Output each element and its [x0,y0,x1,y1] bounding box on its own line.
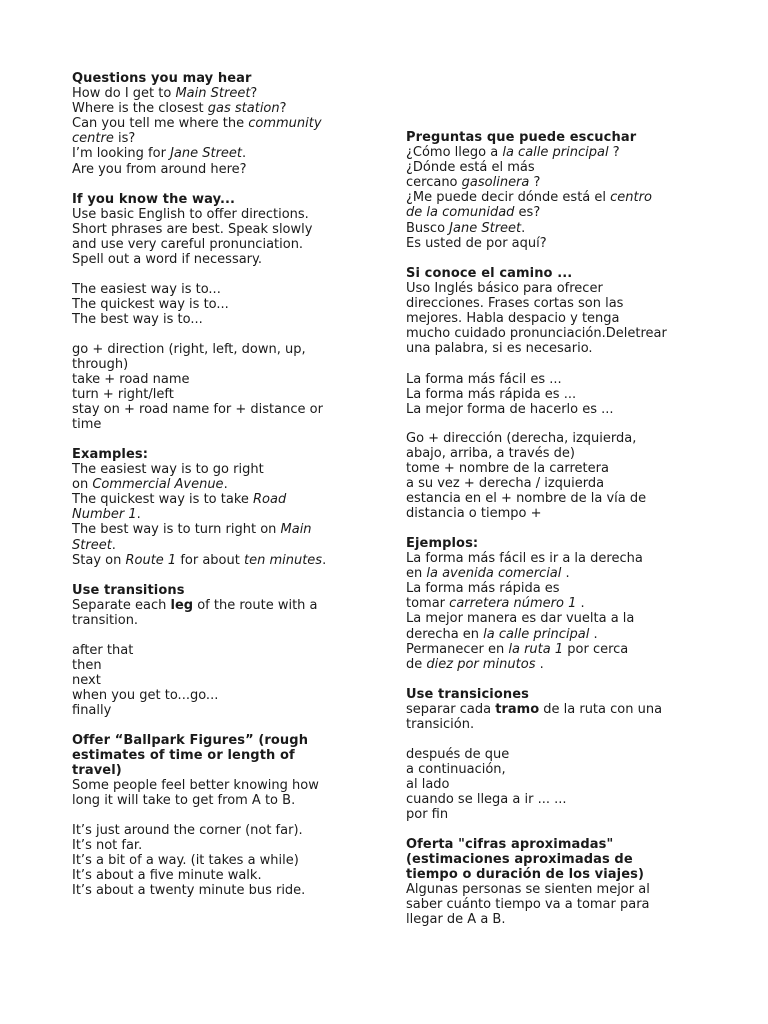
es-question-line: ¿Dónde está el más [406,160,535,176]
es-example-line: de diez por minutos . [406,656,544,672]
en-transition-words-section [72,643,372,718]
es-text-line: Uso Inglés básico para ofrecer [406,281,603,297]
en-ballpark-heading: estimates of time or length of [72,748,295,764]
en-ballpark-heading: Offer “Ballpark Figures” (rough [72,733,309,748]
en-question-line: I’m looking for Jane Street. [72,146,247,162]
en-questions-section [72,71,372,177]
es-text-line: estancia en el + nombre de la vía de [406,491,647,507]
es-transition-word: por fin [406,807,449,823]
es-ballpark-heading: Oferta "cifras aproximadas" [406,837,614,852]
es-transitions-heading: Use transiciones [406,687,529,702]
es-example-line: derecha en la calle principal . [406,626,598,642]
es-text-line: mejores. Habla despacio y tenga [406,311,620,327]
es-transition-word: a continuación, [406,762,506,778]
es-text-line: a su vez + derecha / izquierda [406,476,605,492]
es-example-line: tomar carretera número 1 . [406,596,585,612]
en-text-line: It’s a bit of a way. (it takes a while) [72,853,299,869]
en-text-line: long it will take to get from A to B. [72,793,296,809]
es-transition-word: cuando se llega a ir ... ... [406,792,567,808]
es-text-line: Go + dirección (derecha, izquierda, [406,431,637,446]
en-text-line: transition. [72,613,139,629]
es-question-line: cercano gasolinera ? [406,175,541,191]
en-transitions-section [72,583,372,628]
en-text-line: It’s not far. [72,838,143,854]
en-questions-heading: Questions you may hear [72,71,252,86]
en-text-line: The quickest way is to... [72,297,229,313]
es-text-line: La forma más rápida es ... [406,387,577,403]
en-ways-section [72,282,372,327]
en-transition-word: when you get to...go... [72,688,219,704]
en-text-line: and use very careful pronunciation. [72,237,304,253]
en-question-line: Where is the closest gas station? [72,101,287,117]
en-text-line: It’s about a twenty minute bus ride. [72,883,306,899]
es-questions-heading: Preguntas que puede escuchar [406,130,637,145]
en-question-line: How do I get to Main Street? [72,86,258,102]
es-example-line: en la avenida comercial . [406,566,570,582]
en-transition-word: finally [72,703,112,719]
es-question-line: ¿Me puede decir dónde está el centro [406,190,652,206]
es-transition-words-section [406,747,706,822]
es-examples-heading: Ejemplos: [406,536,479,551]
en-examples-section [72,447,372,568]
en-text-line: stay on + road name for + distance or [72,402,323,418]
es-text-line: mucho cuidado pronunciación.Deletrear [406,326,667,342]
es-text-line: Algunas personas se sienten mejor al [406,882,650,898]
en-transition-word: next [72,673,101,689]
es-text-line: La mejor forma de hacerlo es ... [406,402,614,418]
es-text-line: transición. [406,717,475,733]
es-text-line: saber cuánto tiempo va a tomar para [406,897,650,913]
es-ballpark-heading: tiempo o duración de los viajes) [406,867,645,883]
en-know-way-section [72,192,372,267]
en-text-line: It’s about a five minute walk. [72,868,262,884]
en-question-line: Can you tell me where the community [72,116,322,132]
en-ballpark-heading: travel) [72,763,122,779]
es-know-way-section [406,266,706,357]
en-text-line: Use basic English to offer directions. [72,207,309,223]
en-text-line: Short phrases are best. Speak slowly [72,222,313,238]
es-example-line: La mejor manera es dar vuelta a la [406,611,635,627]
en-text-line: The easiest way is to... [72,282,221,297]
en-text-line: through) [72,357,129,373]
es-text-line: direcciones. Frases cortas son las [406,296,624,312]
en-text-line: It’s just around the corner (not far). [72,823,303,838]
en-example-line: Stay on Route 1 for about ten minutes. [72,552,327,568]
es-questions-section [406,130,706,251]
en-text-line: Separate each leg of the route with a [72,598,318,614]
en-question-line: Are you from around here? [72,161,247,177]
es-text-line: abajo, arriba, a través de) [406,446,575,462]
en-example-line: The best way is to turn right on Main [72,522,312,538]
es-example-line: Permanecer en la ruta 1 por cerca [406,641,629,657]
es-know-way-heading: Si conoce el camino ... [406,266,573,281]
en-example-line: Number 1. [72,507,141,523]
en-patterns-section [72,342,372,433]
en-transitions-heading: Use transitions [72,583,185,598]
en-question-line: centre is? [72,131,136,147]
en-transition-word: then [72,658,102,674]
es-question-line: ¿Cómo llego a la calle principal ? [406,145,620,161]
en-text-line: The best way is to... [72,312,203,328]
en-distances-section [72,823,372,898]
es-ballpark-section [406,837,706,928]
es-text-line: llegar de A a B. [406,912,506,928]
es-examples-section [406,536,706,672]
es-transition-word: después de que [406,747,510,762]
es-transitions-section [406,687,706,732]
es-question-line: de la comunidad es? [406,205,541,221]
en-examples-heading: Examples: [72,447,148,462]
es-ways-section [406,372,706,417]
en-text-line: take + road name [72,372,190,388]
en-example-line: The quickest way is to take Road [72,492,287,508]
es-text-line: La forma más fácil es ... [406,372,562,387]
en-text-line: Spell out a word if necessary. [72,252,262,268]
en-example-line: Street. [72,537,116,553]
es-question-line: Busco Jane Street. [406,220,526,236]
en-know-way-heading: If you know the way... [72,192,236,207]
en-example-line: The easiest way is to go right [72,462,264,478]
en-transition-word: after that [72,643,134,658]
es-text-line: una palabra, si es necesario. [406,341,593,357]
es-example-line: La forma más rápida es [406,581,560,597]
es-ballpark-heading: (estimaciones aproximadas de [406,852,633,868]
es-example-line: La forma más fácil es ir a la derecha [406,551,643,567]
en-text-line: turn + right/left [72,387,174,403]
en-example-line: on Commercial Avenue. [72,477,228,493]
es-text-line: separar cada tramo de la ruta con una [406,702,663,718]
en-text-line: time [72,417,102,433]
es-transition-word: al lado [406,777,450,793]
en-ballpark-section [72,733,372,808]
en-text-line: Some people feel better knowing how [72,778,319,794]
es-text-line: tome + nombre de la carretera [406,461,609,477]
es-patterns-section [406,431,706,522]
es-question-line: Es usted de por aquí? [406,235,547,251]
en-text-line: go + direction (right, left, down, up, [72,342,306,357]
es-text-line: distancia o tiempo + [406,506,542,522]
